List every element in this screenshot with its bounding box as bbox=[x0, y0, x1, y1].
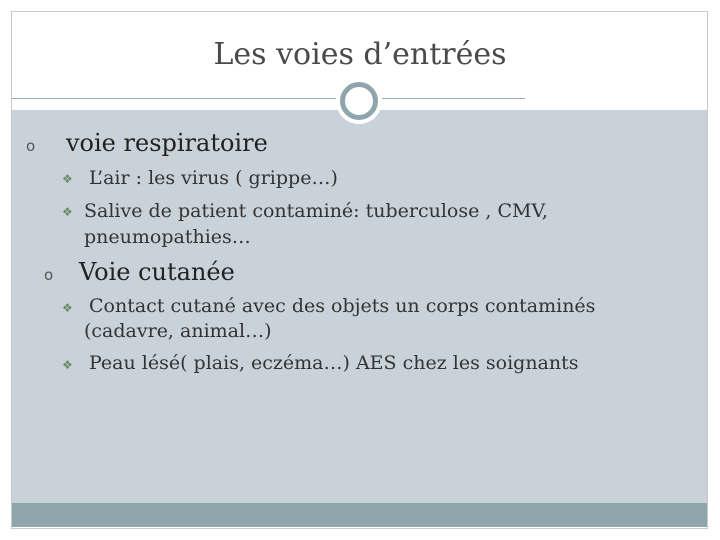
section-heading-skin: Voie cutanée bbox=[79, 258, 235, 286]
title-divider-right bbox=[382, 98, 525, 99]
diamond-bullet-icon: ❖ bbox=[62, 301, 73, 315]
diamond-bullet-icon: ❖ bbox=[62, 172, 73, 186]
diamond-bullet-icon: ❖ bbox=[62, 358, 73, 372]
circle-bullet-icon: o bbox=[26, 137, 36, 155]
slide-title: Les voies d’entrées bbox=[213, 37, 507, 72]
list-item-line: Salive de patient contaminé: tuberculose , CMV, bbox=[84, 200, 548, 222]
list-item-line: L’air : les virus ( grippe…) bbox=[89, 167, 338, 189]
list-item-line: Peau lésé( plais, eczéma…) AES chez les soignants bbox=[89, 352, 579, 374]
diamond-bullet-icon: ❖ bbox=[62, 205, 73, 219]
list-item-line: pneumopathies… bbox=[84, 226, 251, 248]
ring-icon bbox=[340, 82, 378, 120]
footer-bar bbox=[12, 503, 707, 527]
circle-bullet-icon: o bbox=[44, 266, 54, 284]
title-divider-left bbox=[12, 98, 336, 99]
list-item-line: Contact cutané avec des objets un corps contaminés bbox=[89, 295, 596, 317]
section-heading-respiratory: voie respiratoire bbox=[66, 129, 268, 157]
list-item-line: (cadavre, animal…) bbox=[84, 320, 272, 342]
